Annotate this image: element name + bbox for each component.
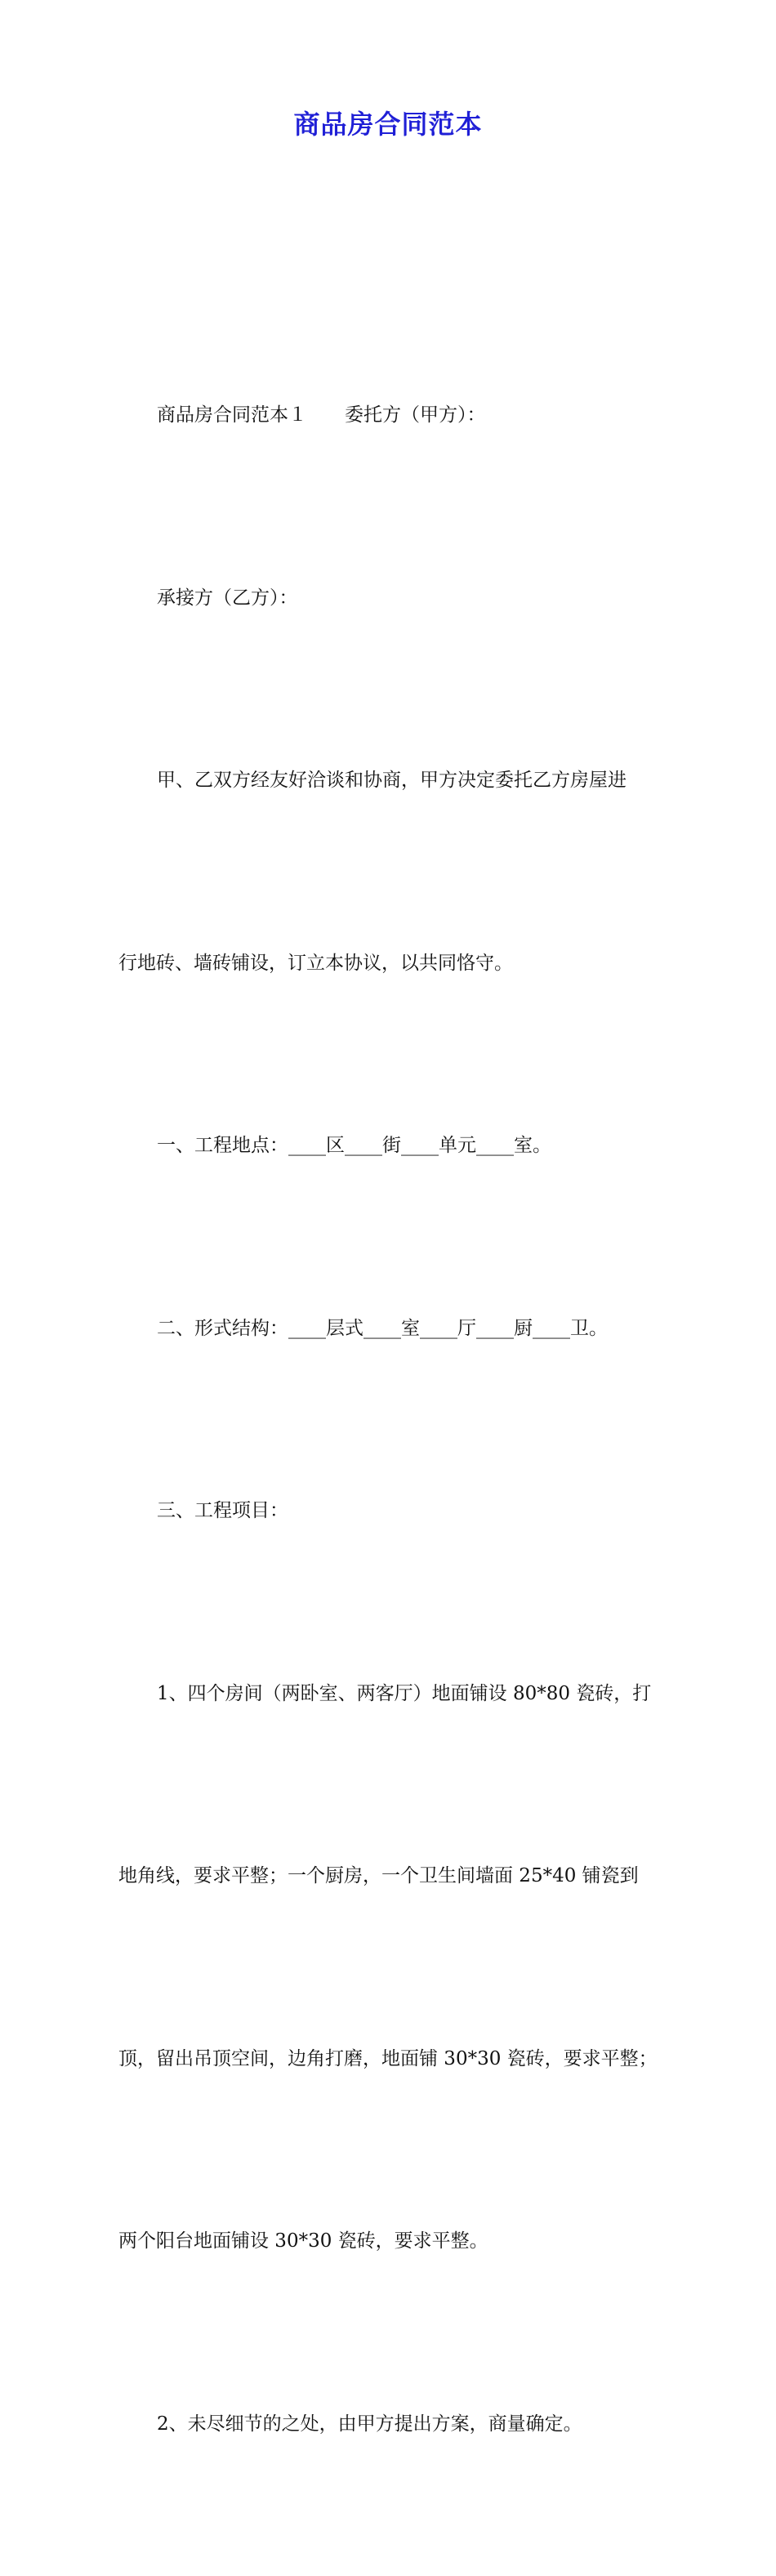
body-line-9: 地角线，要求平整；一个厨房，一个卫生间墙面 25*40 铺瓷到: [118, 1865, 639, 1886]
body-line-10: 顶，留出吊顶空间，边角打磨，地面铺 30*30 瓷砖，要求平整；: [118, 2047, 658, 2069]
body-line-1: 商品房合同范本１ 委托方（甲方）：: [157, 404, 486, 426]
body-line-2: 承接方（乙方）：: [157, 587, 298, 609]
body-line-12: 2、未尽细节的之处，由甲方提出方案，商量确定。: [157, 2413, 582, 2435]
body-line-5: 一、工程地点：____区____街____单元____室。: [157, 1135, 551, 1156]
body-line-6: 二、形式结构：____层式____室____厅____厨____卫。: [157, 1317, 608, 1339]
body-line-7: 三、工程项目：: [157, 1500, 288, 1521]
body-line-3: 甲、乙双方经友好洽谈和协商，甲方决定委托乙方房屋进: [157, 770, 627, 791]
body-line-4: 行地砖、墙砖铺设，订立本协议，以共同恪守。: [118, 952, 513, 974]
document-title: 商品房合同范本: [293, 109, 483, 140]
body-line-8: 1、四个房间（两卧室、两客厅）地面铺设 80*80 瓷砖，打: [157, 1682, 652, 1704]
document-body: [118, 263, 674, 2576]
body-line-11: 两个阳台地面铺设 30*30 瓷砖，要求平整。: [118, 2230, 488, 2252]
